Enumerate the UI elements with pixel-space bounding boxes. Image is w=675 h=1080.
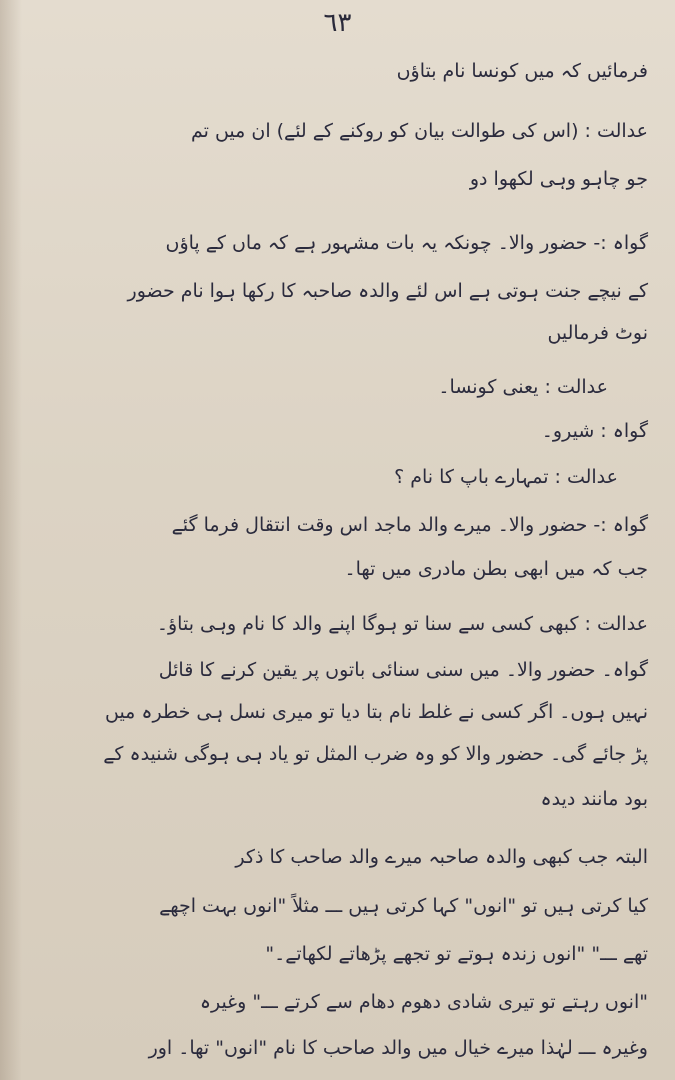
text-line: جب کہ میں ابھی بطن مادری میں تھا۔: [344, 558, 648, 580]
text-line: البتہ جب کبھی والدہ صاحبہ میرے والد صاحب کا ذکر: [235, 846, 648, 868]
text-line: گواہ :- حضور والا۔ چونکہ یہ بات مشہور ہے کہ ماں کے پاؤں: [165, 232, 648, 254]
text-line: جو چاہو وہی لکھوا دو: [469, 168, 648, 190]
text-line: فرمائیں کہ میں کونسا نام بتاؤں: [396, 60, 648, 82]
text-line: "انوں رہتے تو تیری شادی دھوم دھام سے کرتے ـــ" وغیرہ: [199, 991, 648, 1013]
text-line: نوٹ فرمالیں: [547, 322, 648, 344]
text-line: تھے ـــ" "انوں زندہ ہوتے تو تجھے پڑھاتے لکھاتے۔": [265, 943, 648, 965]
text-line: گواہ۔ حضور والا۔ میں سنی سنائی باتوں پر یقین کرنے کا قائل: [158, 659, 648, 681]
text-line: پڑ جائے گی۔ حضور والا کو وہ ضرب المثل تو یاد ہی ہوگی شنیدہ کے: [103, 743, 648, 765]
text-line: گواہ : شیرو۔: [541, 420, 648, 442]
text-line: بود مانند دیدہ: [540, 788, 648, 810]
text-line: عدالت : تمہارے باپ کا نام ؟: [394, 466, 618, 488]
text-line: عدالت : یعنی کونسا۔: [438, 376, 608, 398]
text-line: کیا کرتی ہیں تو "انوں" کہا کرتی ہیں ـــ مثلاً "انوں بہت اچھے: [159, 895, 648, 917]
text-line: وغیرہ ـــ لہٰذا میرے خیال میں والد صاحب کا نام "انوں" تھا۔ اور: [148, 1037, 648, 1059]
text-line: نہیں ہوں۔ اگر کسی نے غلط نام بتا دیا تو میری نسل ہی خطرہ میں: [104, 701, 648, 723]
page-number: ٦٣: [323, 8, 352, 38]
text-line: کے نیچے جنت ہوتی ہے اس لئے والدہ صاحبہ کا رکھا ہوا نام حضور: [127, 280, 648, 302]
text-line: عدالت : کبھی کسی سے سنا تو ہوگا اپنے والد کا نام وہی بتاؤ۔: [156, 613, 648, 635]
text-line: عدالت : (اس کی طوالت بیان کو روکنے کے لئے) ان میں تم: [190, 120, 648, 142]
text-line: گواہ :- حضور والا۔ میرے والد ماجد اس وقت انتقال فرما گئے: [171, 514, 648, 536]
